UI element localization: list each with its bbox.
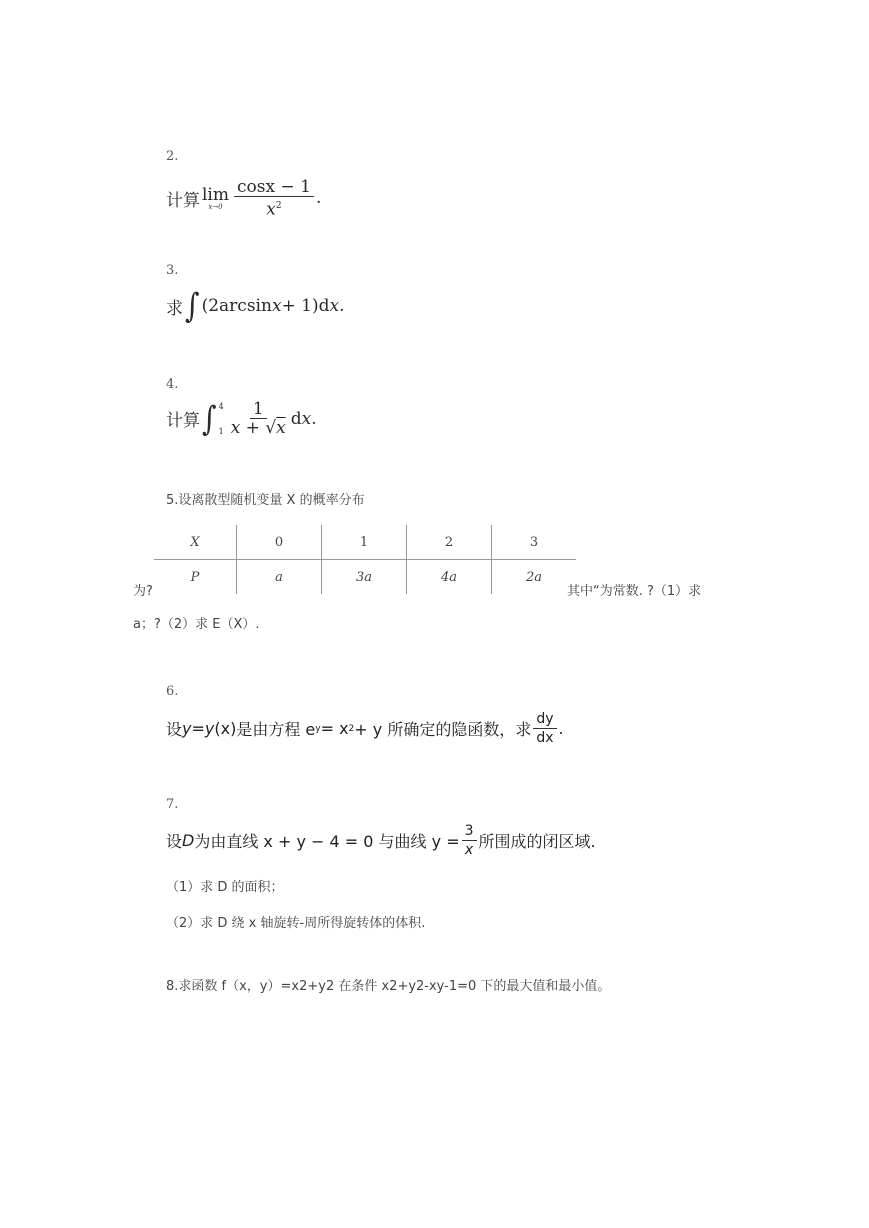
q4-number: 4. — [166, 377, 179, 392]
q6-formula: 设 y = y (x) 是由方程 e y = x 2 + y 所确定的隐函数，求 $\frac{dy}{dx}$ . — [166, 711, 564, 746]
q2-limit: lim x→0 — [202, 185, 229, 212]
q6-derivative: $\frac{dy}{dx}$ — [533, 710, 556, 747]
q3-formula: 求 ∫ (2arcsin x + 1)d x . — [166, 285, 345, 326]
table-cell: 3a — [322, 560, 407, 595]
table-cell: X — [154, 525, 237, 560]
table-cell: 4a — [407, 560, 492, 595]
q6-number: 6. — [166, 684, 179, 699]
q3-number: 3. — [166, 263, 179, 278]
q7-sub2: （2）求 D 绕 x 轴旋转-周所得旋转体的体积. — [166, 916, 426, 931]
table-cell: 1 — [322, 525, 407, 560]
table-cell: P — [190, 569, 200, 585]
integral-sign-icon: ∫ — [202, 398, 217, 438]
table-cell: 3 — [492, 525, 577, 560]
q2-fraction: $\frac{\cos x - 1}{x^2}$ — [234, 178, 314, 219]
q7-fraction: $\frac{3}{x}$ — [462, 822, 477, 859]
q7-number: 7. — [166, 797, 179, 812]
q4-formula: 计算 ∫ 4 1 $\frac{1}{x + √x}$ d x . — [166, 398, 317, 438]
q2-prefix: 计算 — [166, 190, 200, 211]
table-row — [154, 525, 576, 560]
q5-left-text: 为? — [133, 584, 153, 599]
q7-sub1: （1）求 D 的面积； — [166, 880, 284, 895]
q4-limits: 4 1 — [218, 401, 224, 436]
table-cell: 0 — [237, 525, 322, 560]
q5-distribution-table — [154, 525, 576, 594]
integral-sign-icon: ∫ — [185, 285, 200, 326]
q4-prefix: 计算 — [166, 411, 200, 431]
q7-formula: 设 D 为由直线 x + y − 4 = 0 与曲线 y = $\frac{3}{x}$ 所围成的闭区域. — [166, 823, 596, 858]
q3-prefix: 求 — [166, 298, 183, 319]
q4-fraction: $\frac{1}{x + √x}$ — [230, 399, 286, 438]
table-cell: 2a — [492, 560, 577, 595]
q5-line2: a；?（2）求 E（X）. — [133, 617, 260, 632]
q5-intro: 5.设离散型随机变量 X 的概率分布 — [166, 493, 365, 508]
table-cell: a — [237, 560, 322, 595]
table-cell: 2 — [407, 525, 492, 560]
q5-right-text: 其中“为常数. ?（1）求 — [567, 584, 702, 599]
q2-number: 2. — [166, 149, 179, 164]
q2-formula: 计算 lim x→0 $\frac{\cos x - 1}{x^2}$ . — [166, 177, 322, 220]
table-row — [154, 560, 576, 595]
q8-text: 8.求函数 f（x，y）=x2+y2 在条件 x2+y2-xy-1=0 下的最大值和最小值。 — [166, 979, 611, 994]
